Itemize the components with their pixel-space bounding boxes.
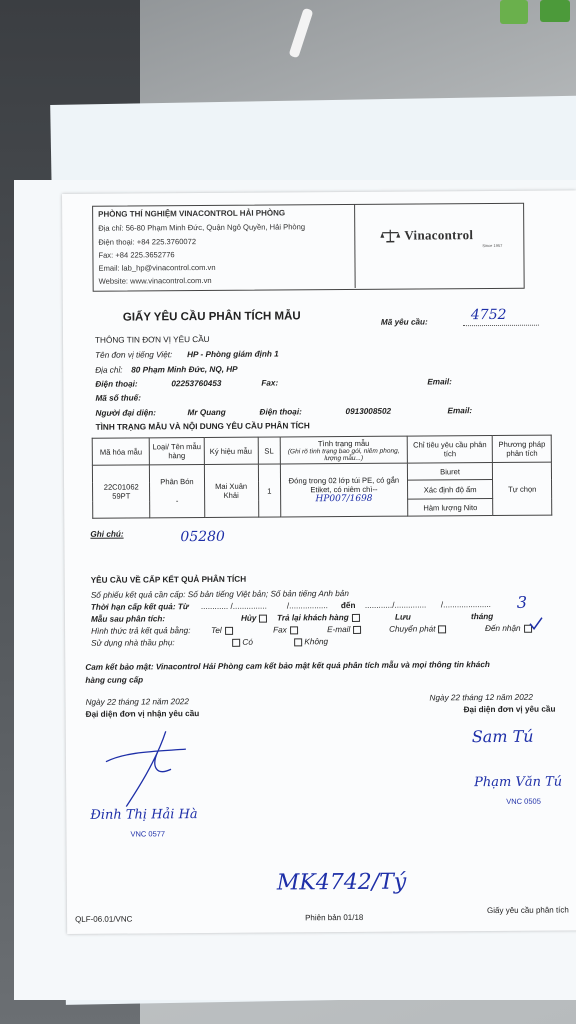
form-title: GIẤY YÊU CẦU PHÂN TÍCH MẪU xyxy=(122,310,301,324)
request-code-value: 4752 xyxy=(470,306,507,324)
lab-phone: Điện thoại: +84 225.3760072 xyxy=(98,237,197,247)
cell-status-hand: HP007/1698 xyxy=(315,493,373,505)
commitment-line2: hàng cung cấp xyxy=(85,675,144,685)
th-qty: SL xyxy=(258,437,280,464)
right-sign-name: Phạm Văn Tú xyxy=(474,774,563,791)
unit-vn-value: HP - Phòng giám định 1 xyxy=(187,349,279,360)
cell-qty: 1 xyxy=(258,464,281,517)
request-code-label: Mã yêu cầu: xyxy=(380,317,428,327)
opt-fax-label: Fax xyxy=(273,625,287,635)
cell-method: Tự chọn xyxy=(493,462,552,515)
cell-status-value: Đóng trong 02 lớp túi PE, có gắn Etiket, có niêm chì-- xyxy=(288,475,400,495)
rep-email-label: Email: xyxy=(447,406,473,416)
address-label: Địa chỉ: xyxy=(95,365,123,375)
deadline-to: đến xyxy=(340,600,356,611)
green-object xyxy=(500,0,528,24)
opt-tel xyxy=(211,626,233,635)
phone-label: Điện thoại: xyxy=(95,379,138,389)
rep-phone-value: 0913008502 xyxy=(345,406,392,417)
checkbox-cancel[interactable] xyxy=(259,614,267,622)
lab-name: PHÒNG THÍ NGHIỆM VINACONTROL HẢI PHÒNG xyxy=(98,208,286,219)
checkbox-yes[interactable] xyxy=(232,639,240,647)
checkbox-email[interactable] xyxy=(353,626,361,634)
opt-email xyxy=(327,625,361,634)
scale-logo-icon xyxy=(380,229,400,243)
opt-no xyxy=(291,637,328,646)
email-label: Email: xyxy=(427,377,452,387)
cell-test-1: Biuret xyxy=(407,462,493,480)
left-sign-name: Đinh Thị Hải Hà xyxy=(90,807,198,823)
cell-test-2: Xác định độ ẩm xyxy=(407,479,493,499)
deadline-label: Thời hạn cấp kết quả: Từ xyxy=(90,602,189,612)
opt-fax xyxy=(273,625,298,634)
opt-direct xyxy=(485,624,532,633)
return-method-label: Hình thức trả kết quả bằng: xyxy=(91,626,191,636)
right-date: Ngày 22 tháng 12 năm 2022 xyxy=(429,692,533,703)
handwritten-code: MK4742/Tý xyxy=(276,869,407,896)
opt-tel-label: Tel xyxy=(211,625,222,635)
checkbox-fax[interactable] xyxy=(290,626,298,634)
deadline-dots3: ............/.............. xyxy=(364,600,427,610)
checkbox-tel[interactable] xyxy=(225,627,233,635)
th-status-note: (Ghi rõ tình trạng bao gói, niêm phong, lượng mẫu...) xyxy=(287,447,400,462)
address-value: 80 Phạm Minh Đức, NQ, HP xyxy=(131,364,238,375)
th-method: Phương pháp phân tích xyxy=(493,435,552,462)
check-mark-icon xyxy=(529,617,543,631)
fax-label: Fax: xyxy=(261,378,279,388)
cell-code: 22C01062 59PT xyxy=(92,465,150,518)
opt-keep: Lưu xyxy=(394,612,411,622)
vinacontrol-logo: Vinacontrol xyxy=(404,227,474,243)
th-symbol: Ký hiệu mẫu xyxy=(204,437,258,464)
note-label: Ghi chú: xyxy=(90,529,124,539)
cell-type-value: Phân Bón xyxy=(160,477,194,487)
code-dotline xyxy=(463,325,539,327)
opt-post-label: Chuyển phát xyxy=(389,624,436,634)
th-code: Mã hóa mẫu xyxy=(92,438,150,465)
opt-yes-label: Có xyxy=(242,637,253,647)
left-date: Ngày 22 tháng 12 năm 2022 xyxy=(85,697,189,707)
opt-cancel xyxy=(241,614,268,623)
lab-address: Địa chỉ: 56-80 Phạm Minh Đức, Quận Ngô Quyền, Hải Phòng xyxy=(98,222,306,233)
opt-no-label: Không xyxy=(304,637,329,647)
section-sample-status: TÌNH TRẠNG MẪU VÀ NỘI DUNG YÊU CẦU PHÂN TÍCH xyxy=(95,421,310,432)
rep-label: Người đại diện: xyxy=(95,408,157,418)
th-status-title: Tình trạng mẫu xyxy=(317,438,370,448)
cell-status xyxy=(280,463,407,517)
deadline-dots4: /..................... xyxy=(440,600,491,610)
right-sign-title: Đại diện đơn vị yêu cầu xyxy=(463,704,556,715)
left-sign-code: VNC 0577 xyxy=(130,829,166,839)
checkbox-return[interactable] xyxy=(352,614,360,622)
left-signature xyxy=(96,721,217,812)
opt-return-label: Trả lại khách hàng xyxy=(276,613,349,623)
keep-month-hand: 3 xyxy=(516,592,528,612)
opt-cancel-label: Hủy xyxy=(240,613,257,623)
right-sign-code: VNC 0505 xyxy=(506,796,541,806)
right-signature: Sam Tú xyxy=(471,726,534,747)
opt-return xyxy=(277,613,360,623)
phone-value: 02253760453 xyxy=(171,378,222,389)
th-tests: Chỉ tiêu yêu cầu phân tích xyxy=(407,436,493,464)
checkbox-post[interactable] xyxy=(438,625,446,633)
section-unit-info: THÔNG TIN ĐƠN VỊ YÊU CẦU xyxy=(94,334,210,345)
deadline-dots1: ............ /............... xyxy=(200,601,267,612)
opt-post xyxy=(389,624,446,633)
tax-label: Mã số thuế: xyxy=(95,393,141,403)
table-header-row xyxy=(92,435,551,465)
note-value: 05280 xyxy=(180,528,226,546)
left-sign-title: Đại diện đơn vị nhận yêu cầu xyxy=(85,709,200,719)
opt-email-label: E-mail xyxy=(327,624,351,635)
lab-fax: Fax: +84 225.3652776 xyxy=(98,250,175,260)
after-analysis-label: Mẫu sau phân tích: xyxy=(90,614,166,624)
cell-type xyxy=(150,465,204,518)
footer-doc-title: Giấy yêu cầu phân tích xyxy=(486,905,569,916)
rep-value: Mr Quang xyxy=(187,407,226,418)
request-form-page xyxy=(62,190,576,934)
cell-test-3: Hàm lượng Nito xyxy=(408,498,494,516)
th-type: Loại/ Tên mẫu hàng xyxy=(150,438,204,465)
footer-form-code: QLF-06.01/VNC xyxy=(75,914,133,924)
commitment-line1: Cam kết bảo mật: Vinacontrol Hải Phòng cam kết bảo mật kết quả phân tích mẫu và mọi thông tin khách xyxy=(85,660,490,672)
section-result: YÊU CẦU VỀ CẤP KẾT QUẢ PHÂN TÍCH xyxy=(90,574,247,585)
logo-since: Since 1957 xyxy=(482,242,503,249)
cell-type-dash: - xyxy=(175,496,179,506)
rep-phone-label: Điện thoại: xyxy=(259,407,302,417)
lab-email: Email: lab_hp@vinacontrol.com.vn xyxy=(98,262,216,273)
subcontractor-label: Sử dụng nhà thầu phụ: xyxy=(91,638,175,648)
th-status xyxy=(280,436,407,464)
lab-website: Website: www.vinacontrol.com.vn xyxy=(98,275,212,286)
result-line1: Số phiếu kết quả cần cấp: Số bản tiếng Việt bản; Số bản tiếng Anh bản xyxy=(90,589,349,600)
checkbox-no[interactable] xyxy=(294,638,302,646)
sample-table xyxy=(92,435,553,519)
opt-yes xyxy=(229,638,253,647)
green-object xyxy=(540,0,570,22)
unit-vn-label: Tên đơn vị tiếng Việt: xyxy=(95,350,173,360)
opt-month: tháng xyxy=(470,611,494,622)
opt-direct-label: Đến nhận xyxy=(485,623,521,634)
cell-symbol: Mai Xuân Khải xyxy=(204,464,258,517)
deadline-dots2: /................. xyxy=(286,601,328,611)
footer-version: Phiên bản 01/18 xyxy=(305,912,364,923)
